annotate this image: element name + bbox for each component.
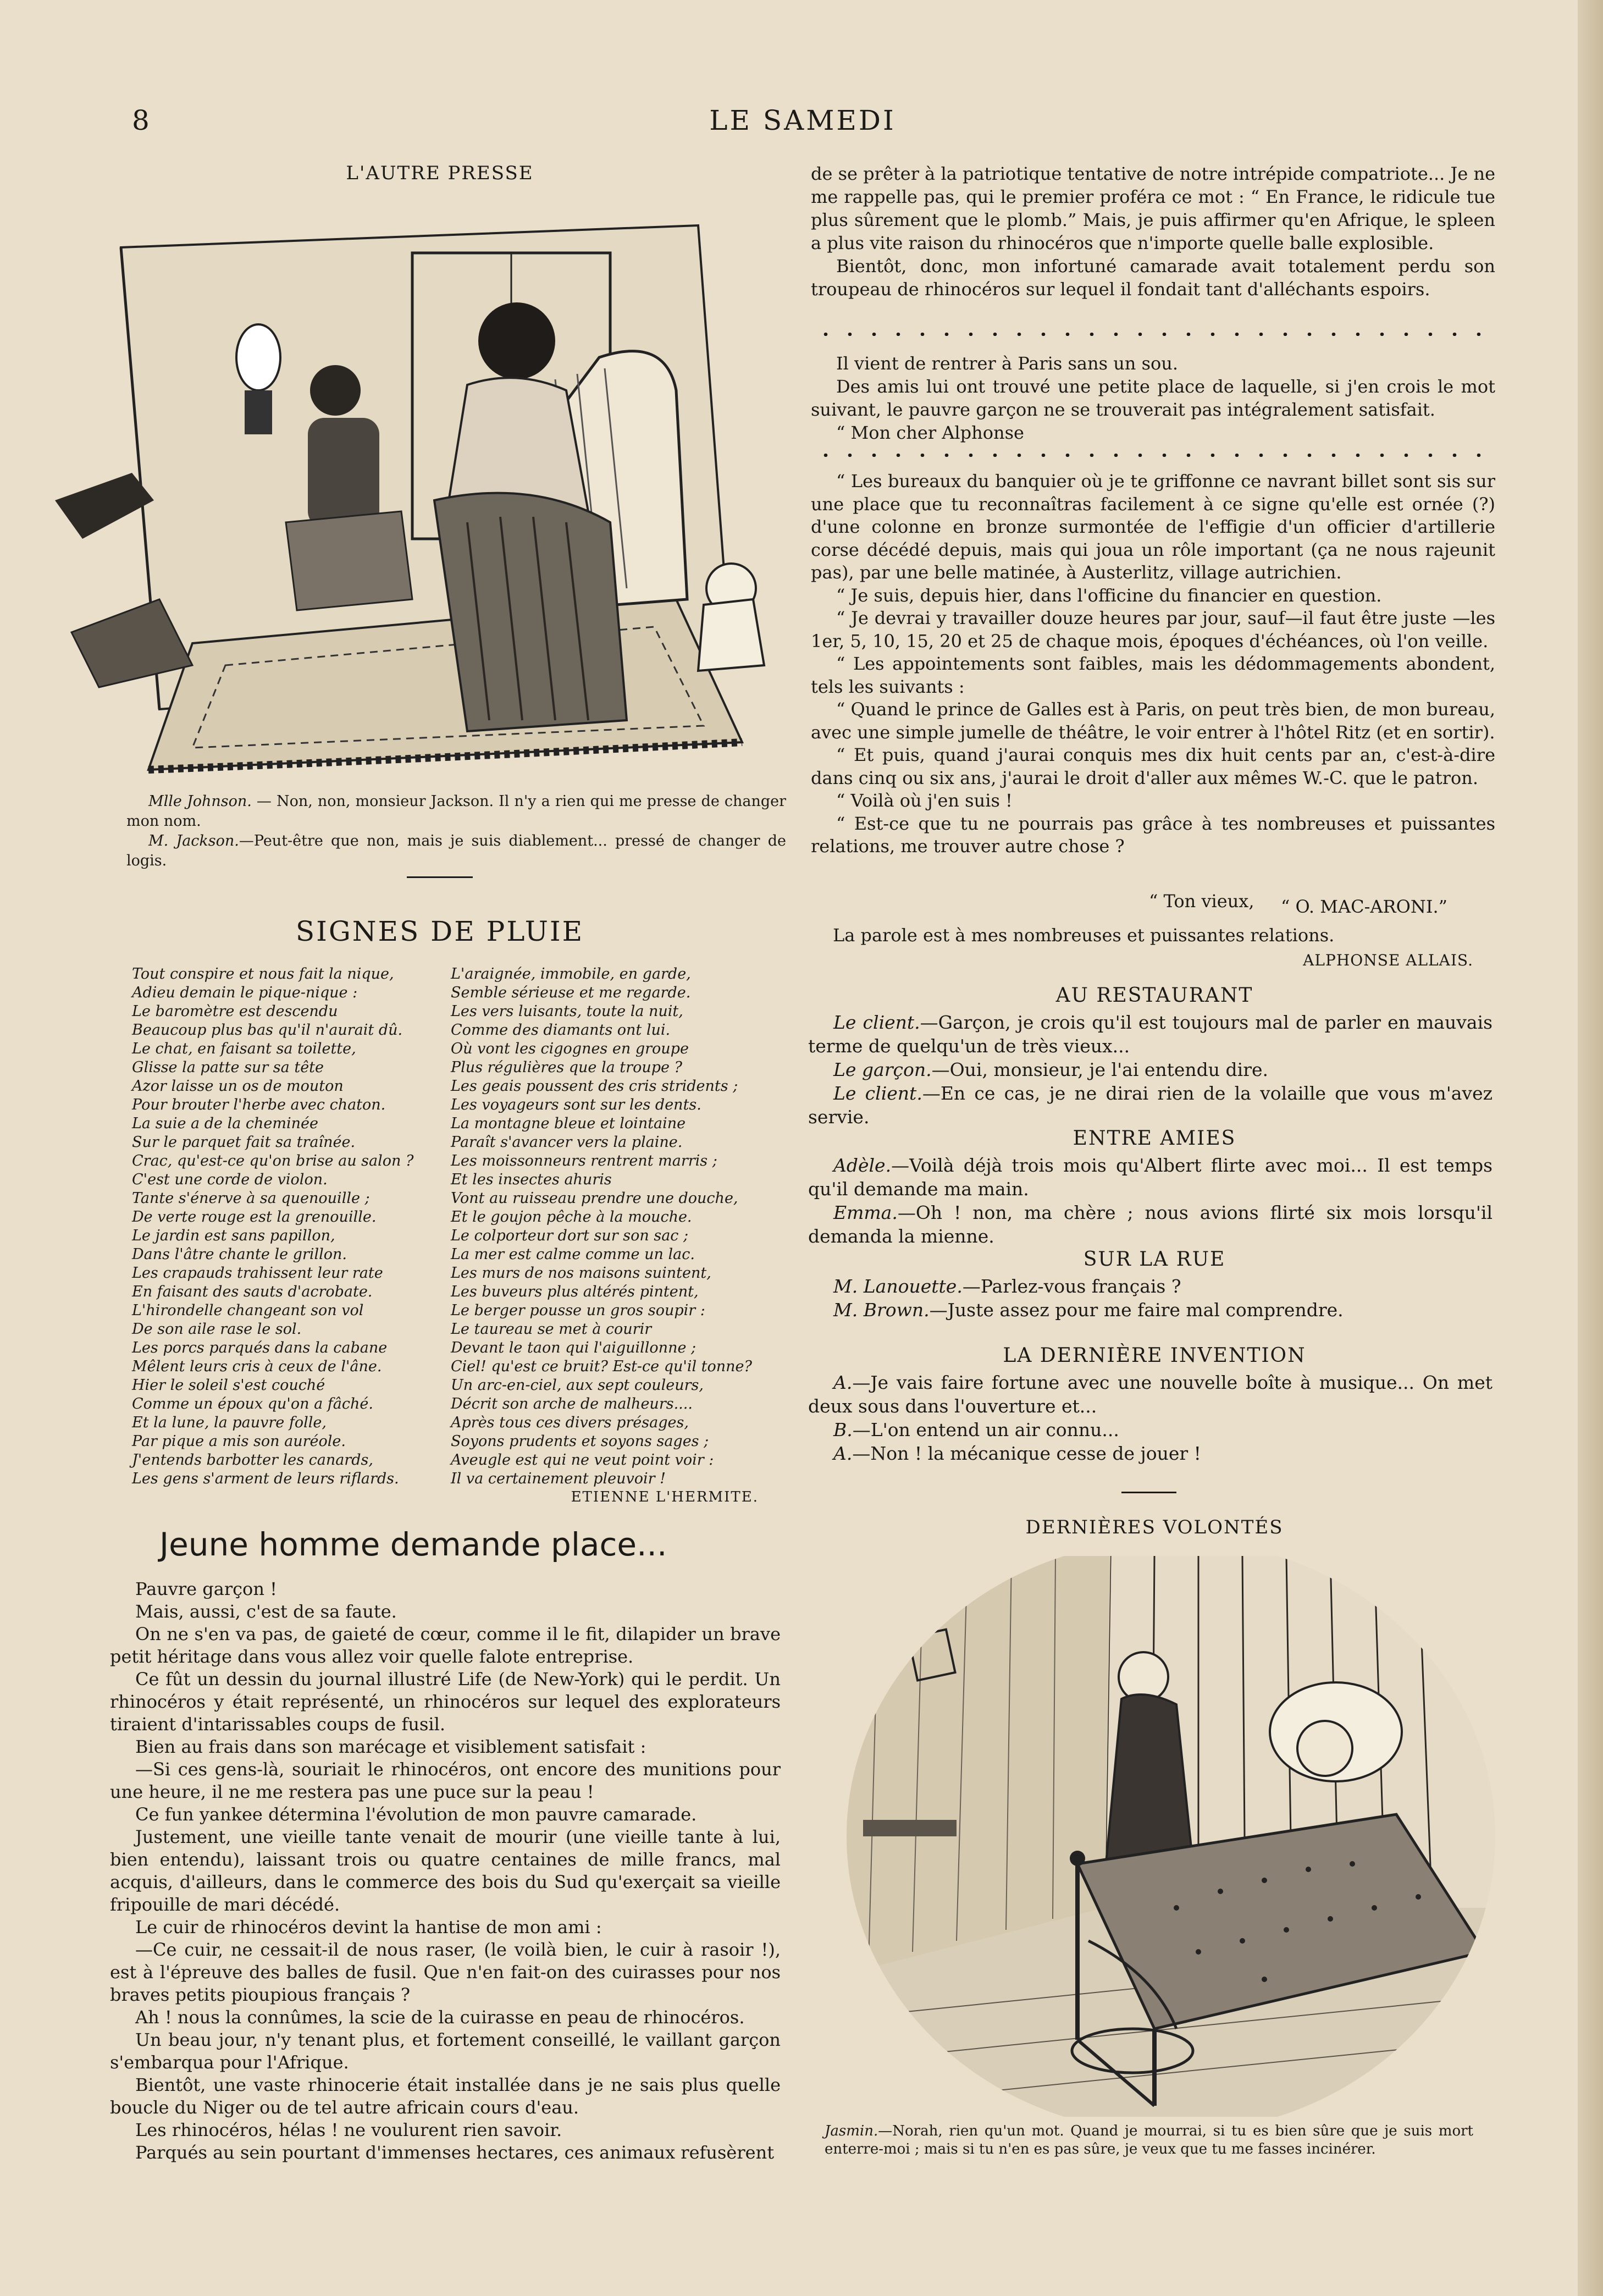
dialog-line xyxy=(808,1201,1493,1248)
paragraph: Ce fun yankee détermina l'évolution de mon pauvre camarade. xyxy=(135,1804,697,1825)
poem-line: Mêlent leurs cris à ceux de l'âne. xyxy=(132,1358,382,1375)
dialog-line xyxy=(808,1011,1493,1058)
poem-line: Le chat, en faisant sa toilette, xyxy=(132,1040,356,1057)
article-continuation xyxy=(811,162,1495,301)
paragraph: “ Mon cher Alphonse xyxy=(836,422,1024,443)
caption-text: —Peut-être que non, mais je suis diablement... pressé de changer de logis. xyxy=(126,832,786,869)
poem-column-1 xyxy=(132,965,429,1488)
poem-line: Adieu demain le pique-nique : xyxy=(132,984,358,1001)
autre-presse-title: L'AUTRE PRESSE xyxy=(346,162,534,184)
poem-line: Pour brouter l'herbe avec chaton. xyxy=(132,1096,386,1113)
paragraph: Un beau jour, n'y tenant plus, et fortement conseillé, le vaillant garçon s'embarqua pour l'Afrique. xyxy=(110,2029,781,2073)
dialog-line xyxy=(808,1298,1493,1322)
poem-line: Et la lune, la pauvre folle, xyxy=(132,1414,327,1431)
article-author: ALPHONSE ALLAIS. xyxy=(1303,951,1473,969)
dotted-separator xyxy=(814,333,1495,336)
sur-la-rue-title: SUR LA RUE xyxy=(1083,1248,1226,1271)
poem-line: L'hirondelle changeant son vol xyxy=(132,1302,364,1319)
dialog-line xyxy=(808,1274,1493,1298)
dialog-line xyxy=(808,1418,1493,1442)
dialog-text: —Juste assez pour me faire mal comprendre. xyxy=(929,1299,1344,1321)
poem-line: Dans l'âtre chante le grillon. xyxy=(132,1246,347,1263)
poem-line: La montagne bleue et lointaine xyxy=(451,1115,686,1132)
poem-line: Et le goujon pêche à la mouche. xyxy=(451,1208,692,1226)
autre-presse-caption xyxy=(126,792,786,871)
au-restaurant-dialog xyxy=(808,1011,1493,1129)
poem-line: J'entends barbotter les canards, xyxy=(132,1451,373,1469)
paragraph: Pauvre garçon ! xyxy=(135,1578,277,1599)
poem-line: Le colporteur dort sur son sac ; xyxy=(451,1227,689,1244)
paragraph: Il vient de rentrer à Paris sans un sou. xyxy=(836,353,1179,374)
poem-line: Et les insectes ahuris xyxy=(451,1171,612,1188)
dialog-text: —Garçon, je crois qu'il est toujours mal de parler en mauvais terme de quelqu'un de très vieux... xyxy=(808,1012,1493,1057)
dialog-speaker: Le client. xyxy=(833,1012,920,1033)
letter-signature: “ O. MAC-ARONI.” xyxy=(1281,896,1448,917)
paragraph: “ Est-ce que tu ne pourrais pas grâce à tes nombreuses et puissantes relations, me trouver autre chose ? xyxy=(811,813,1495,857)
poem-line: Les crapauds trahissent leur rate xyxy=(132,1265,383,1282)
poem-line: C'est une corde de violon. xyxy=(132,1171,328,1188)
illustration-dernieres-volontes-drawing xyxy=(847,1556,1495,2117)
paragraph: On ne s'en va pas, de gaieté de cœur, comme il le fit, dilapider un brave petit héritage dans vous allez voir quelle falote entreprise. xyxy=(110,1624,781,1667)
poem-line: Les vers luisants, toute la nuit, xyxy=(451,1003,683,1020)
caption-text: — Non, non, monsieur Jackson. Il n'y a rien qui me presse de changer mon nom. xyxy=(126,793,787,830)
sur-la-rue-dialog xyxy=(808,1274,1493,1322)
paragraph: “ Et puis, quand j'aurai conquis mes dix huit cents par an, c'est-à-dire dans cinq ou six ans, j'aurai le droit d'aller aux mêmes W.-C. que le patron. xyxy=(811,744,1495,788)
poem-line: Les gens s'arment de leurs riflards. xyxy=(132,1470,399,1487)
poem-line: Les moissonneurs rentrent marris ; xyxy=(451,1152,717,1169)
dialog-speaker: Adèle. xyxy=(833,1155,892,1176)
paragraph: —Ce cuir, ne cessait-il de nous raser, (le voilà bien, le cuir à rasoir !), est à l'épreuve des balles de fusil. Que n'en fait-on des cuirasses pour nos braves petits pioupious français ? xyxy=(110,1939,781,2005)
paragraph: Mais, aussi, c'est de sa faute. xyxy=(135,1601,397,1622)
dialog-speaker: M. Lanouette. xyxy=(833,1276,963,1297)
poem-line: Tante s'énerve à sa quenouille ; xyxy=(132,1190,370,1207)
poem-line: Le berger pousse un gros soupir : xyxy=(451,1302,705,1319)
paragraph: Bien au frais dans son marécage et visiblement satisfait : xyxy=(135,1736,646,1757)
paragraph: Le cuir de rhinocéros devint la hantise de mon ami : xyxy=(135,1917,602,1938)
illustration-dernieres-volontes xyxy=(847,1556,1495,2117)
poem-column-2 xyxy=(451,965,759,1488)
poem-line: Semble sérieuse et me regarde. xyxy=(451,984,691,1001)
dotted-separator xyxy=(814,454,1495,457)
dialog-speaker: A. xyxy=(833,1372,853,1393)
paragraph: Bientôt, donc, mon infortuné camarade avait totalement perdu son troupeau de rhinocéros sur lequel il fondait tant d'alléchants espoirs. xyxy=(811,256,1495,300)
illustration-autre-presse xyxy=(49,214,786,786)
poem-line: Les buveurs plus altérés pintent, xyxy=(451,1283,699,1300)
poem-line: Paraît s'avancer vers la plaine. xyxy=(451,1134,683,1151)
dialog-text: —Parlez-vous français ? xyxy=(962,1276,1181,1297)
poem-line: Glisse la patte sur sa tête xyxy=(132,1059,324,1076)
poem-line: Azor laisse un os de mouton xyxy=(132,1078,344,1095)
jeune-title: Jeune homme demande place... xyxy=(159,1526,667,1563)
dialog-speaker: A. xyxy=(833,1443,853,1464)
poem-line: Après tous ces divers présages, xyxy=(451,1414,689,1431)
dialog-text: —Je vais faire fortune avec une nouvelle boîte à musique... On met deux sous dans l'ouverture et... xyxy=(808,1372,1493,1417)
paragraph: “ Quand le prince de Galles est à Paris, on peut très bien, de mon bureau, avec une simple jumelle de théâtre, le voir entrer à l'hôtel Ritz (et en sortir). xyxy=(811,699,1495,743)
dernieres-volontes-caption xyxy=(825,2122,1473,2159)
poem-line: De son aile rase le sol. xyxy=(132,1321,302,1338)
divider xyxy=(1121,1492,1176,1493)
page-number: 8 xyxy=(132,104,150,136)
poem-line: Par pique a mis son auréole. xyxy=(132,1433,346,1450)
poem-line: Sur le parquet fait sa traînée. xyxy=(132,1134,356,1151)
poem-line: Décrit son arche de malheurs.... xyxy=(451,1395,693,1412)
dialog-line xyxy=(808,1442,1493,1465)
paragraph: —Si ces gens-là, souriait le rhinocéros, ont encore des munitions pour une heure, il ne me restera pas une puce sur la peau ! xyxy=(110,1759,781,1802)
caption-text: —Norah, rien qu'un mot. Quand je mourrai, si tu es bien sûre que je suis mort enterre-moi ; mais si tu n'en es pas sûre, je veux que tu me fasses incinérer. xyxy=(825,2123,1473,2157)
poem-line: Les porcs parqués dans la cabane xyxy=(132,1339,388,1356)
poem-line: Les geais poussent des cris stridents ; xyxy=(451,1078,738,1095)
page-edge xyxy=(1578,0,1603,2296)
au-restaurant-title: AU RESTAURANT xyxy=(1055,984,1253,1007)
dialog-line xyxy=(808,1058,1493,1081)
poem-line: Il va certainement pleuvoir ! xyxy=(451,1470,666,1487)
poem-line: Devant le taon qui l'aiguillonne ; xyxy=(451,1339,697,1356)
poem-line: Un arc-en-ciel, aux sept couleurs, xyxy=(451,1377,704,1394)
poem-line: La mer est calme comme un lac. xyxy=(451,1246,695,1263)
paragraph: “ Voilà où j'en suis ! xyxy=(836,790,1013,811)
divider xyxy=(407,876,473,878)
entre-amies-dialog xyxy=(808,1153,1493,1248)
paragraph: Les rhinocéros, hélas ! ne voulurent rien savoir. xyxy=(135,2120,562,2140)
dernieres-volontes-title: DERNIÈRES VOLONTÉS xyxy=(1025,1516,1284,1538)
paragraph: “ Les appointements sont faibles, mais les dédommagements abondent, tels les suivants : xyxy=(811,653,1495,697)
article-letter-intro xyxy=(811,352,1495,444)
paragraph: Ah ! nous la connûmes, la scie de la cuirasse en peau de rhinocéros. xyxy=(135,2007,745,2028)
dialog-speaker: Le garçon. xyxy=(833,1059,932,1080)
poem-line: Le jardin est sans papillon, xyxy=(132,1227,335,1244)
letter-ton-vieux: “ Ton vieux, xyxy=(1149,891,1254,912)
poem-line: Ciel! qu'est ce bruit? Est-ce qu'il tonne? xyxy=(451,1358,753,1375)
poem-line: Les voyageurs sont sur les dents. xyxy=(451,1096,701,1113)
poem-line: Aveugle est qui ne veut point voir : xyxy=(451,1451,714,1469)
caption-speaker: Mlle Johnson. xyxy=(148,793,252,810)
poem-line: Comme des diamants ont lui. xyxy=(451,1022,671,1039)
paragraph: “ Je devrai y travailler douze heures par jour, sauf—il faut être juste —les 1er, 5, 10, 15, 20 et 25 de chaque mois, époques d'échéances, où l'on veille. xyxy=(811,608,1495,652)
poem-line: Plus régulières que la troupe ? xyxy=(451,1059,683,1076)
poem-line: Vont au ruisseau prendre une douche, xyxy=(451,1190,738,1207)
paragraph: Bientôt, une vaste rhinocerie était installée dans je ne sais plus quelle boucle du Niger ou de tel autre africain cours d'eau. xyxy=(110,2074,781,2118)
poem-line: Le taureau se met à courir xyxy=(451,1321,652,1338)
poem-line: De verte rouge est la grenouille. xyxy=(132,1208,377,1226)
paragraph: Justement, une vieille tante venait de mourir (une vieille tante à lui, bien entendu), laissant trois ou quatre centaines de mille francs, mal acquis, d'ailleurs, dans le commerce des bois du Sud qu'exerçait sa vieille fripouille de mari décédé. xyxy=(110,1826,781,1915)
entre-amies-title: ENTRE AMIES xyxy=(1073,1127,1236,1150)
poem-line: Soyons prudents et soyons sages ; xyxy=(451,1433,709,1450)
poem-line: Les murs de nos maisons suintent, xyxy=(451,1265,711,1282)
article-closing: La parole est à mes nombreuses et puissantes relations. xyxy=(833,925,1335,946)
poem-line: La suie a de la cheminée xyxy=(132,1115,318,1132)
paragraph: “ Les bureaux du banquier où je te griffonne ce navrant billet sont sis sur une place que tu reconnaîtras facilement à ce signe qu'elle est ornée (?) d'une colonne en bronze surmontée de l'effigie d'un officier d'artillerie corse décédé depuis, mais qui joua un rôle important (ça ne nous rajeunit pas), par une belle matinée, à Austerlitz, village autrichien. xyxy=(811,471,1495,583)
poem-signature: ETIENNE L'HERMITE. xyxy=(571,1489,759,1505)
dialog-text: —Oui, monsieur, je l'ai entendu dire. xyxy=(931,1059,1269,1080)
dialog-line xyxy=(808,1081,1493,1129)
masthead: LE SAMEDI xyxy=(709,104,896,136)
poem-line: Beaucoup plus bas qu'il n'aurait dû. xyxy=(132,1022,403,1039)
jeune-article xyxy=(110,1578,781,2164)
dialog-speaker: B. xyxy=(833,1419,853,1440)
paragraph: Des amis lui ont trouvé une petite place de laquelle, si j'en crois le mot suivant, le pauvre garçon ne se trouverait pas intégralement satisfait. xyxy=(811,376,1495,420)
dialog-speaker: Emma. xyxy=(833,1202,898,1223)
poem-line: Tout conspire et nous fait la nique, xyxy=(132,965,394,983)
caption-speaker: Jasmin. xyxy=(825,2123,878,2139)
dialog-line xyxy=(808,1153,1493,1201)
dialog-text: —En ce cas, je ne dirai rien de la volaille que vous m'avez servie. xyxy=(808,1083,1493,1128)
article-letter xyxy=(811,470,1495,858)
derniere-invention-dialog xyxy=(808,1371,1493,1465)
dialog-text: —Voilà déjà trois mois qu'Albert flirte avec moi... Il est temps qu'il demande ma main. xyxy=(808,1155,1493,1200)
poem-line: En faisant des sauts d'acrobate. xyxy=(132,1283,373,1300)
dialog-text: —Non ! la mécanique cesse de jouer ! xyxy=(852,1443,1201,1464)
dialog-line xyxy=(808,1371,1493,1418)
derniere-invention-title: LA DERNIÈRE INVENTION xyxy=(1003,1344,1306,1367)
poem-line: Hier le soleil s'est couché xyxy=(132,1377,325,1394)
paragraph: Ce fût un dessin du journal illustré Life (de New-York) qui le perdit. Un rhinocéros y était représenté, un rhinocéros sur lequel des explorateurs tiraient d'intarissables coups de fusil. xyxy=(110,1669,781,1735)
poem-line: Le baromètre est descendu xyxy=(132,1003,338,1020)
poem-line: Où vont les cigognes en groupe xyxy=(451,1040,689,1057)
poem-line: Crac, qu'est-ce qu'on brise au salon ? xyxy=(132,1152,414,1169)
paragraph: Parqués au sein pourtant d'immenses hectares, ces animaux refusèrent xyxy=(135,2142,775,2163)
dialog-text: —Oh ! non, ma chère ; nous avions flirté six mois lorsqu'il demanda la mienne. xyxy=(808,1202,1493,1247)
poem-line: Comme un époux qu'on a fâché. xyxy=(132,1395,373,1412)
poem-line: L'araignée, immobile, en garde, xyxy=(451,965,691,983)
dialog-speaker: M. Brown. xyxy=(833,1299,930,1321)
dialog-speaker: Le client. xyxy=(833,1083,922,1104)
signes-title: SIGNES DE PLUIE xyxy=(295,915,584,947)
paragraph: “ Je suis, depuis hier, dans l'officine du financier en question. xyxy=(836,584,1382,606)
illustration-autre-presse-drawing xyxy=(49,214,786,786)
caption-speaker: M. Jackson. xyxy=(148,832,239,849)
dialog-text: —L'on entend un air connu... xyxy=(852,1419,1119,1440)
paragraph: de se prêter à la patriotique tentative de notre intrépide compatriote... Je ne me rappelle pas, qui le premier proféra ce mot : “ En France, le ridicule tue plus sûrement que le plomb.” Mais, je puis affirmer qu'en Afrique, le spleen a plus vite raison du rhinocéros que n'importe quelle balle explosible. xyxy=(811,163,1495,253)
